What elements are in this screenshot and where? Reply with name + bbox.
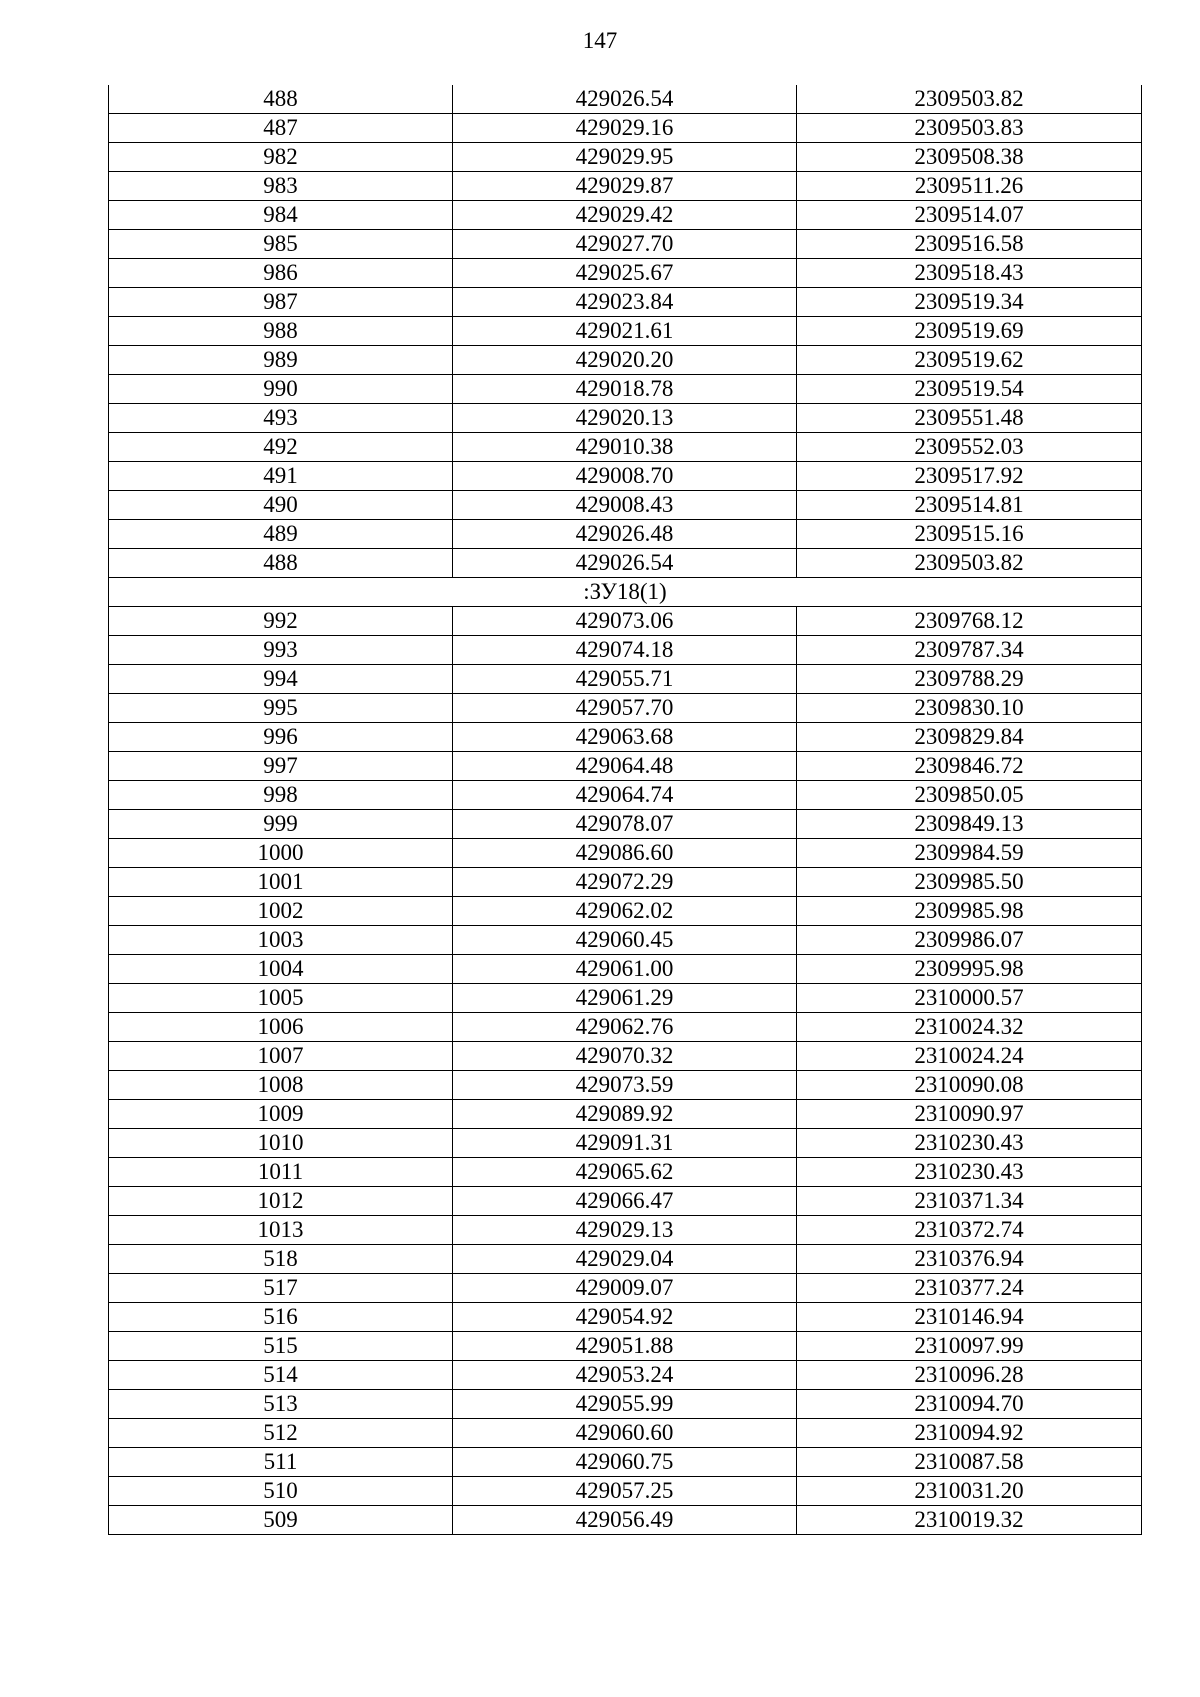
table-row: [109, 259, 1142, 288]
point-number-cell: 1000: [109, 839, 453, 868]
y-coordinate-cell: 2310371.34: [797, 1187, 1142, 1216]
x-coordinate-cell: 429057.70: [453, 694, 797, 723]
y-coordinate-cell: 2310024.32: [797, 1013, 1142, 1042]
point-number-cell: 987: [109, 288, 453, 317]
point-number-cell: 490: [109, 491, 453, 520]
x-coordinate-cell: 429086.60: [453, 839, 797, 868]
table-row: [109, 636, 1142, 665]
y-coordinate-cell: 2309768.12: [797, 607, 1142, 636]
x-coordinate-cell: 429029.13: [453, 1216, 797, 1245]
y-coordinate-cell: 2310087.58: [797, 1448, 1142, 1477]
point-number-cell: 513: [109, 1390, 453, 1419]
x-coordinate-cell: 429062.02: [453, 897, 797, 926]
section-header-row: [109, 578, 1142, 607]
table-row: [109, 549, 1142, 578]
x-coordinate-cell: 429029.95: [453, 143, 797, 172]
point-number-cell: 488: [109, 549, 453, 578]
y-coordinate-cell: 2310094.70: [797, 1390, 1142, 1419]
point-number-cell: 510: [109, 1477, 453, 1506]
table-row: [109, 926, 1142, 955]
coordinates-table: [108, 85, 1142, 1535]
point-number-cell: 993: [109, 636, 453, 665]
x-coordinate-cell: 429026.48: [453, 520, 797, 549]
table-row: [109, 1245, 1142, 1274]
x-coordinate-cell: 429057.25: [453, 1477, 797, 1506]
table-row: [109, 723, 1142, 752]
point-number-cell: 517: [109, 1274, 453, 1303]
point-number-cell: 516: [109, 1303, 453, 1332]
x-coordinate-cell: 429073.06: [453, 607, 797, 636]
table-row: [109, 781, 1142, 810]
y-coordinate-cell: 2309503.82: [797, 85, 1142, 114]
x-coordinate-cell: 429056.49: [453, 1506, 797, 1535]
table-row: [109, 172, 1142, 201]
table-row: [109, 491, 1142, 520]
y-coordinate-cell: 2309995.98: [797, 955, 1142, 984]
point-number-cell: 986: [109, 259, 453, 288]
x-coordinate-cell: 429089.92: [453, 1100, 797, 1129]
x-coordinate-cell: 429029.42: [453, 201, 797, 230]
table-row: [109, 1158, 1142, 1187]
y-coordinate-cell: 2309985.50: [797, 868, 1142, 897]
point-number-cell: 1007: [109, 1042, 453, 1071]
y-coordinate-cell: 2309787.34: [797, 636, 1142, 665]
table-row: [109, 404, 1142, 433]
y-coordinate-cell: 2309519.69: [797, 317, 1142, 346]
x-coordinate-cell: 429064.74: [453, 781, 797, 810]
table-row: [109, 1477, 1142, 1506]
x-coordinate-cell: 429029.16: [453, 114, 797, 143]
table-row: [109, 520, 1142, 549]
table-row: [109, 1187, 1142, 1216]
point-number-cell: 1001: [109, 868, 453, 897]
point-number-cell: 515: [109, 1332, 453, 1361]
y-coordinate-cell: 2309503.82: [797, 549, 1142, 578]
point-number-cell: 989: [109, 346, 453, 375]
table-row: [109, 433, 1142, 462]
x-coordinate-cell: 429060.60: [453, 1419, 797, 1448]
point-number-cell: 487: [109, 114, 453, 143]
table-row: [109, 462, 1142, 491]
x-coordinate-cell: 429091.31: [453, 1129, 797, 1158]
point-number-cell: 1011: [109, 1158, 453, 1187]
point-number-cell: 1008: [109, 1071, 453, 1100]
table-row: [109, 346, 1142, 375]
table-row: [109, 1303, 1142, 1332]
y-coordinate-cell: 2309503.83: [797, 114, 1142, 143]
x-coordinate-cell: 429065.62: [453, 1158, 797, 1187]
y-coordinate-cell: 2310097.99: [797, 1332, 1142, 1361]
x-coordinate-cell: 429053.24: [453, 1361, 797, 1390]
point-number-cell: 998: [109, 781, 453, 810]
table-row: [109, 1013, 1142, 1042]
x-coordinate-cell: 429051.88: [453, 1332, 797, 1361]
coordinates-table-body: [109, 85, 1142, 1535]
x-coordinate-cell: 429029.87: [453, 172, 797, 201]
y-coordinate-cell: 2310090.97: [797, 1100, 1142, 1129]
x-coordinate-cell: 429070.32: [453, 1042, 797, 1071]
table-row: [109, 317, 1142, 346]
y-coordinate-cell: 2309517.92: [797, 462, 1142, 491]
y-coordinate-cell: 2309516.58: [797, 230, 1142, 259]
table-row: [109, 955, 1142, 984]
y-coordinate-cell: 2310094.92: [797, 1419, 1142, 1448]
point-number-cell: 994: [109, 665, 453, 694]
point-number-cell: 511: [109, 1448, 453, 1477]
table-row: [109, 201, 1142, 230]
table-row: [109, 868, 1142, 897]
x-coordinate-cell: 429026.54: [453, 85, 797, 114]
x-coordinate-cell: 429018.78: [453, 375, 797, 404]
point-number-cell: 518: [109, 1245, 453, 1274]
y-coordinate-cell: 2309518.43: [797, 259, 1142, 288]
y-coordinate-cell: 2309519.34: [797, 288, 1142, 317]
point-number-cell: 995: [109, 694, 453, 723]
table-row: [109, 984, 1142, 1013]
point-number-cell: 1009: [109, 1100, 453, 1129]
x-coordinate-cell: 429008.43: [453, 491, 797, 520]
y-coordinate-cell: 2309514.81: [797, 491, 1142, 520]
point-number-cell: 512: [109, 1419, 453, 1448]
y-coordinate-cell: 2310230.43: [797, 1158, 1142, 1187]
table-row: [109, 1216, 1142, 1245]
y-coordinate-cell: 2309985.98: [797, 897, 1142, 926]
point-number-cell: 999: [109, 810, 453, 839]
y-coordinate-cell: 2310372.74: [797, 1216, 1142, 1245]
point-number-cell: 1003: [109, 926, 453, 955]
point-number-cell: 1005: [109, 984, 453, 1013]
point-number-cell: 514: [109, 1361, 453, 1390]
x-coordinate-cell: 429078.07: [453, 810, 797, 839]
y-coordinate-cell: 2310096.28: [797, 1361, 1142, 1390]
point-number-cell: 997: [109, 752, 453, 781]
y-coordinate-cell: 2309551.48: [797, 404, 1142, 433]
table-row: [109, 1448, 1142, 1477]
point-number-cell: 488: [109, 85, 453, 114]
point-number-cell: 493: [109, 404, 453, 433]
x-coordinate-cell: 429054.92: [453, 1303, 797, 1332]
y-coordinate-cell: 2309850.05: [797, 781, 1142, 810]
x-coordinate-cell: 429020.20: [453, 346, 797, 375]
point-number-cell: 990: [109, 375, 453, 404]
x-coordinate-cell: 429008.70: [453, 462, 797, 491]
point-number-cell: 1013: [109, 1216, 453, 1245]
table-row: [109, 752, 1142, 781]
point-number-cell: 982: [109, 143, 453, 172]
table-row: [109, 1274, 1142, 1303]
point-number-cell: 983: [109, 172, 453, 201]
x-coordinate-cell: 429074.18: [453, 636, 797, 665]
y-coordinate-cell: 2309508.38: [797, 143, 1142, 172]
y-coordinate-cell: 2309849.13: [797, 810, 1142, 839]
table-row: [109, 607, 1142, 636]
table-row: [109, 230, 1142, 259]
page-number: 147: [582, 28, 618, 53]
x-coordinate-cell: 429027.70: [453, 230, 797, 259]
y-coordinate-cell: 2310146.94: [797, 1303, 1142, 1332]
y-coordinate-cell: 2309829.84: [797, 723, 1142, 752]
x-coordinate-cell: 429060.45: [453, 926, 797, 955]
table-row: [109, 375, 1142, 404]
table-row: [109, 1419, 1142, 1448]
point-number-cell: 984: [109, 201, 453, 230]
y-coordinate-cell: 2310230.43: [797, 1129, 1142, 1158]
x-coordinate-cell: 429025.67: [453, 259, 797, 288]
y-coordinate-cell: 2309788.29: [797, 665, 1142, 694]
x-coordinate-cell: 429061.00: [453, 955, 797, 984]
table-row: [109, 1332, 1142, 1361]
x-coordinate-cell: 429061.29: [453, 984, 797, 1013]
y-coordinate-cell: 2310019.32: [797, 1506, 1142, 1535]
x-coordinate-cell: 429066.47: [453, 1187, 797, 1216]
table-row: [109, 1129, 1142, 1158]
y-coordinate-cell: 2309519.54: [797, 375, 1142, 404]
y-coordinate-cell: 2310090.08: [797, 1071, 1142, 1100]
x-coordinate-cell: 429010.38: [453, 433, 797, 462]
x-coordinate-cell: 429026.54: [453, 549, 797, 578]
table-row: [109, 1071, 1142, 1100]
point-number-cell: 992: [109, 607, 453, 636]
point-number-cell: 491: [109, 462, 453, 491]
table-row: [109, 839, 1142, 868]
y-coordinate-cell: 2309846.72: [797, 752, 1142, 781]
point-number-cell: 985: [109, 230, 453, 259]
x-coordinate-cell: 429020.13: [453, 404, 797, 433]
table-row: [109, 1042, 1142, 1071]
table-row: [109, 85, 1142, 114]
y-coordinate-cell: 2309511.26: [797, 172, 1142, 201]
point-number-cell: 1004: [109, 955, 453, 984]
point-number-cell: 489: [109, 520, 453, 549]
y-coordinate-cell: 2309986.07: [797, 926, 1142, 955]
table-row: [109, 143, 1142, 172]
y-coordinate-cell: 2310377.24: [797, 1274, 1142, 1303]
table-row: [109, 1361, 1142, 1390]
y-coordinate-cell: 2310000.57: [797, 984, 1142, 1013]
x-coordinate-cell: 429060.75: [453, 1448, 797, 1477]
y-coordinate-cell: 2309519.62: [797, 346, 1142, 375]
x-coordinate-cell: 429064.48: [453, 752, 797, 781]
point-number-cell: 988: [109, 317, 453, 346]
point-number-cell: 1012: [109, 1187, 453, 1216]
x-coordinate-cell: 429023.84: [453, 288, 797, 317]
y-coordinate-cell: 2309515.16: [797, 520, 1142, 549]
y-coordinate-cell: 2310031.20: [797, 1477, 1142, 1506]
point-number-cell: 1002: [109, 897, 453, 926]
x-coordinate-cell: 429009.07: [453, 1274, 797, 1303]
point-number-cell: 509: [109, 1506, 453, 1535]
section-label: :ЗУ18(1): [109, 578, 1142, 607]
x-coordinate-cell: 429055.71: [453, 665, 797, 694]
table-row: [109, 810, 1142, 839]
y-coordinate-cell: 2309830.10: [797, 694, 1142, 723]
x-coordinate-cell: 429073.59: [453, 1071, 797, 1100]
table-row: [109, 1100, 1142, 1129]
table-row: [109, 1506, 1142, 1535]
table-row: [109, 694, 1142, 723]
y-coordinate-cell: 2309984.59: [797, 839, 1142, 868]
x-coordinate-cell: 429055.99: [453, 1390, 797, 1419]
x-coordinate-cell: 429021.61: [453, 317, 797, 346]
point-number-cell: 1010: [109, 1129, 453, 1158]
y-coordinate-cell: 2309514.07: [797, 201, 1142, 230]
table-row: [109, 1390, 1142, 1419]
point-number-cell: 996: [109, 723, 453, 752]
y-coordinate-cell: 2310376.94: [797, 1245, 1142, 1274]
table-row: [109, 897, 1142, 926]
table-row: [109, 114, 1142, 143]
y-coordinate-cell: 2310024.24: [797, 1042, 1142, 1071]
table-row: [109, 288, 1142, 317]
x-coordinate-cell: 429072.29: [453, 868, 797, 897]
x-coordinate-cell: 429062.76: [453, 1013, 797, 1042]
y-coordinate-cell: 2309552.03: [797, 433, 1142, 462]
table-row: [109, 665, 1142, 694]
x-coordinate-cell: 429063.68: [453, 723, 797, 752]
point-number-cell: 492: [109, 433, 453, 462]
x-coordinate-cell: 429029.04: [453, 1245, 797, 1274]
point-number-cell: 1006: [109, 1013, 453, 1042]
